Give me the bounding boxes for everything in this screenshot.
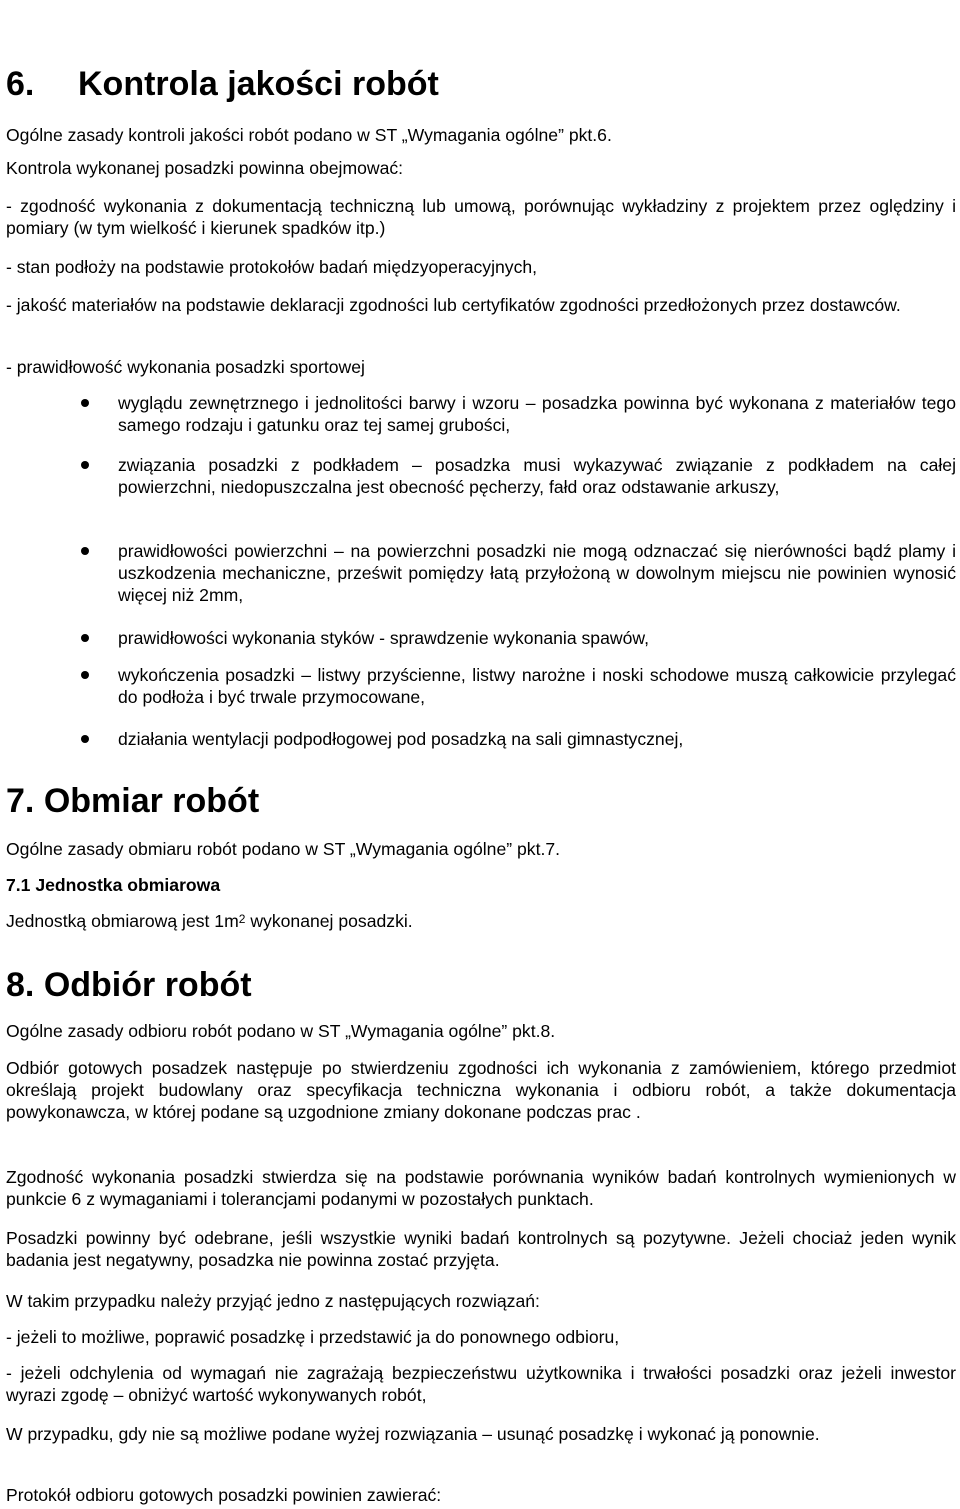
bullet-text: wyglądu zewnętrznego i jednolitości barwy i wzoru – posadzka powinna być wykonana z materiałów tego samego rodzaju i gatunku oraz tej samej grubości, (118, 393, 956, 435)
section-8-heading (6, 965, 252, 1005)
section-8-para-8: W przypadku, gdy nie są możliwe podane wyżej rozwiązania – usunąć posadzkę i wykonać ją ponownie. (6, 1424, 820, 1444)
section-8-para-4: Posadzki powinny być odebrane, jeśli wszystkie wyniki badań kontrolnych są pozytywne. Jeżeli chociaż jeden wynik badania jest negatywny, posadzka nie powinna zostać przyjęta. (6, 1228, 956, 1270)
section-7-title: Obmiar robót (43, 782, 260, 820)
section-6-title: Kontrola jakości robót (78, 65, 439, 103)
bullet-icon (81, 735, 89, 743)
section-6-item-2: - stan podłoży na podstawie protokołów badań międzyoperacyjnych, (6, 257, 538, 277)
section-6-item-1: - zgodność wykonania z dokumentacją techniczną lub umową, porównując wykładziny z projektem przez oględziny i pomiary (w tym wielkość i kierunek spadków itp.) (6, 196, 956, 238)
section-6-number: 6. (6, 65, 35, 103)
section-8-para-2: Odbiór gotowych posadzek następuje po stwierdzeniu zgodności ich wykonania z zamówieniem, którego przedmiot określają projekt budowlany oraz specyfikacja techniczna wykonania i odbioru robót, a także dokumentacja powykonawcza, w której podane są uzgodnione zmiany dokonane podczas prac . (6, 1058, 956, 1122)
section-8-para-1: Ogólne zasady odbioru robót podano w ST „Wymagania ogólne” pkt.8. (6, 1021, 556, 1041)
bullet-icon (81, 671, 89, 679)
bullet-icon (81, 461, 89, 469)
unit-text: Jednostką obmiarową jest 1m (6, 911, 239, 931)
section-8-para-6: - jeżeli to możliwe, poprawić posadzkę i przedstawić ja do ponownego odbioru, (6, 1327, 620, 1347)
section-6-item-3: - jakość materiałów na podstawie deklaracji zgodności lub certyfikatów zgodności przedłożonych przez dostawców. (6, 295, 901, 315)
section-8-para-9: Protokół odbioru gotowych posadzki powinien zawierać: (6, 1485, 442, 1505)
bullet-icon (81, 634, 89, 642)
section-7-heading (6, 781, 259, 821)
section-8-para-3: Zgodność wykonania posadzki stwierdza się na podstawie porównania wyników badań kontrolnych wymienionych w punkcie 6 z wymaganiami i tolerancjami podanymi w pozostałych punktach. (6, 1167, 956, 1209)
bullet-text: działania wentylacji podpodłogowej pod posadzką na sali gimnastycznej, (118, 729, 684, 749)
bullet-text: prawidłowości powierzchni – na powierzchni posadzki nie mogą odznaczać się nierówności bądź plamy i uszkodzenia mechaniczne, prześwit pomiędzy łatą przyłożoną w dowolnym miejscu nie powinien wynosić więcej niż 2mm, (118, 541, 956, 605)
section-8-number: 8. (6, 966, 35, 1004)
section-6-heading (6, 64, 439, 104)
bullet-icon (81, 547, 89, 555)
unit-text-post: wykonanej posadzki. (245, 911, 413, 931)
bullet-text: prawidłowości wykonania styków - sprawdzenie wykonania spawów, (118, 628, 649, 648)
section-6-item-4: - prawidłowość wykonania posadzki sportowej (6, 357, 365, 377)
section-7-number: 7. (6, 782, 35, 820)
section-6-lead: Kontrola wykonanej posadzki powinna obejmować: (6, 158, 404, 178)
bullet-text: wykończenia posadzki – listwy przyścienne, listwy narożne i noski schodowe muszą całkowicie przylegać do podłoża i być trwale przymocowane, (118, 665, 956, 707)
unit-superscript: 2 (238, 912, 246, 926)
section-7-1-heading: 7.1 Jednostka obmiarowa (6, 875, 221, 895)
section-8-para-5: W takim przypadku należy przyjąć jedno z następujących rozwiązań: (6, 1291, 540, 1311)
bullet-icon (81, 399, 89, 407)
bullet-text: związania posadzki z podkładem – posadzka musi wykazywać związanie z podkładem na całej powierzchni, niedopuszczalna jest obecność pęcherzy, fałd oraz odstawanie arkuszy, (118, 455, 956, 497)
section-8-title: Odbiór robót (43, 966, 252, 1004)
section-7-unit (6, 910, 956, 932)
section-6-intro: Ogólne zasady kontroli jakości robót podano w ST „Wymagania ogólne” pkt.6. (6, 125, 612, 145)
section-8-para-7: - jeżeli odchylenia od wymagań nie zagrażają bezpieczeństwu użytkownika i trwałości posadzki oraz jeżeli inwestor wyrazi zgodę – obniżyć wartość wykonywanych robót, (6, 1363, 956, 1405)
section-7-intro: Ogólne zasady obmiaru robót podano w ST „Wymagania ogólne” pkt.7. (6, 839, 561, 859)
